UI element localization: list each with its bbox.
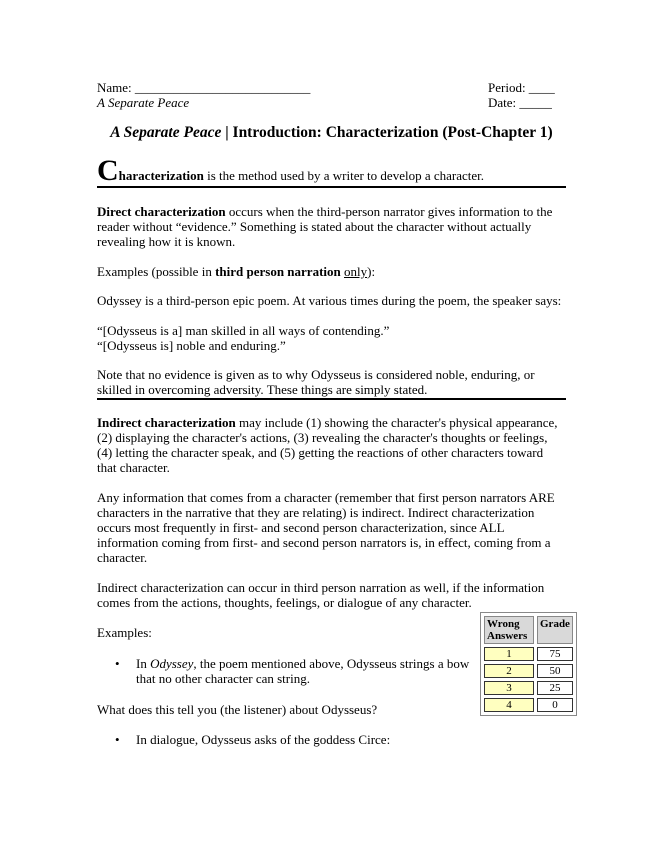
- col-wrong-answers: Wrong Answers: [484, 616, 534, 644]
- para3-line-1: Indirect characterization can occur in third person narration as well, if the information: [97, 580, 545, 595]
- bullet-2-line: In dialogue, Odysseus asks of the goddess Circe:: [136, 732, 391, 747]
- direct-line-1: [97, 204, 552, 219]
- direct-line-3: revealing how it is known.: [97, 234, 236, 249]
- grade-cell: 50: [537, 664, 573, 678]
- period-field-label: Period: ____: [488, 80, 555, 95]
- para3-line-2: comes from the actions, thoughts, feelings, or dialogue of any character.: [97, 595, 472, 610]
- wrong-cell: 2: [484, 664, 534, 678]
- examples-prefix: Examples (possible in: [97, 264, 216, 279]
- definition-text: is the method used by a writer to develop a character.: [203, 168, 484, 183]
- name-field-label: Name: ___________________________: [97, 80, 311, 95]
- date-field-label: Date: _____: [488, 95, 552, 110]
- bullet-1-italic: Odyssey: [150, 656, 194, 671]
- indirect-term: Indirect characterization: [97, 415, 236, 430]
- drop-cap: C: [97, 154, 119, 187]
- note-line-2: skilled in overcoming adversity. These things are simply stated.: [97, 382, 428, 397]
- table-row: [484, 681, 573, 695]
- grade-cell: 75: [537, 647, 573, 661]
- grade-cell: 25: [537, 681, 573, 695]
- grade-table: [480, 612, 577, 716]
- odyssey-line: Odyssey is a third-person epic poem. At various times during the poem, the speaker says:: [97, 293, 562, 308]
- indirect-text-1: may include (1) showing the character's physical appearance,: [235, 415, 558, 430]
- section-divider-1: [97, 186, 566, 188]
- examples-label: Examples:: [97, 625, 152, 640]
- title-book: A Separate Peace: [110, 124, 222, 141]
- para2-line-4: information coming from first- and second person narrators is, in effect, coming from a: [97, 535, 551, 550]
- para2-line-3: occurs most frequently in first- and second person characterization, since ALL: [97, 520, 505, 535]
- examples-bold: third person narration: [215, 264, 341, 279]
- examples-underline: only: [344, 264, 368, 279]
- definition-term: haracterization: [118, 168, 204, 183]
- wrong-cell: 4: [484, 698, 534, 712]
- indirect-line-4: that character.: [97, 460, 170, 475]
- section-divider-2: [97, 398, 566, 400]
- grade-cell: 0: [537, 698, 573, 712]
- question-line: What does this tell you (the listener) about Odysseus?: [97, 702, 378, 717]
- direct-term: Direct characterization: [97, 204, 226, 219]
- table-row: [484, 664, 573, 678]
- indirect-line-2: (2) displaying the character's actions, (3) revealing the character's thoughts or feelings,: [97, 430, 548, 445]
- note-line-1: Note that no evidence is given as to why Odysseus is considered noble, enduring, or: [97, 367, 535, 382]
- para2-line-5: character.: [97, 550, 148, 565]
- title-rest: Introduction: Characterization (Post-Chapter 1): [232, 124, 553, 141]
- book-title-label: A Separate Peace: [97, 95, 190, 110]
- direct-text-1: occurs when the third-person narrator gives information to the: [225, 204, 553, 219]
- direct-line-2: reader without “evidence.” Something is stated about the character without actually: [97, 219, 532, 234]
- col-grade: Grade: [537, 616, 573, 644]
- direct-examples-line: [97, 264, 375, 279]
- bullet-1-pre: In: [136, 656, 151, 671]
- table-row: [484, 647, 573, 661]
- quote-1: “[Odysseus is a] man skilled in all ways of contending.”: [97, 323, 390, 338]
- para2-line-2: characters in the narrative that they are relating) is indirect. Indirect characterization: [97, 505, 535, 520]
- bullet-1-line-1: [136, 656, 469, 671]
- examples-suffix: ):: [367, 264, 376, 279]
- title-separator: |: [221, 124, 233, 141]
- bullet-1-line-2: that no other character can string.: [136, 671, 310, 686]
- quote-2: “[Odysseus is] noble and enduring.”: [97, 338, 286, 353]
- bullet-dot-2: •: [115, 732, 120, 747]
- para2-line-1: Any information that comes from a character (remember that first person narrators ARE: [97, 490, 555, 505]
- wrong-cell: 1: [484, 647, 534, 661]
- table-row: [484, 698, 573, 712]
- bullet-dot-1: •: [115, 656, 120, 671]
- wrong-cell: 3: [484, 681, 534, 695]
- bullet-1-rest: , the poem mentioned above, Odysseus strings a bow: [193, 656, 470, 671]
- indirect-line-3: (4) letting the character speak, and (5) getting the reactions of other characters toward: [97, 445, 544, 460]
- page-title: [0, 124, 663, 142]
- indirect-line-1: [97, 415, 558, 430]
